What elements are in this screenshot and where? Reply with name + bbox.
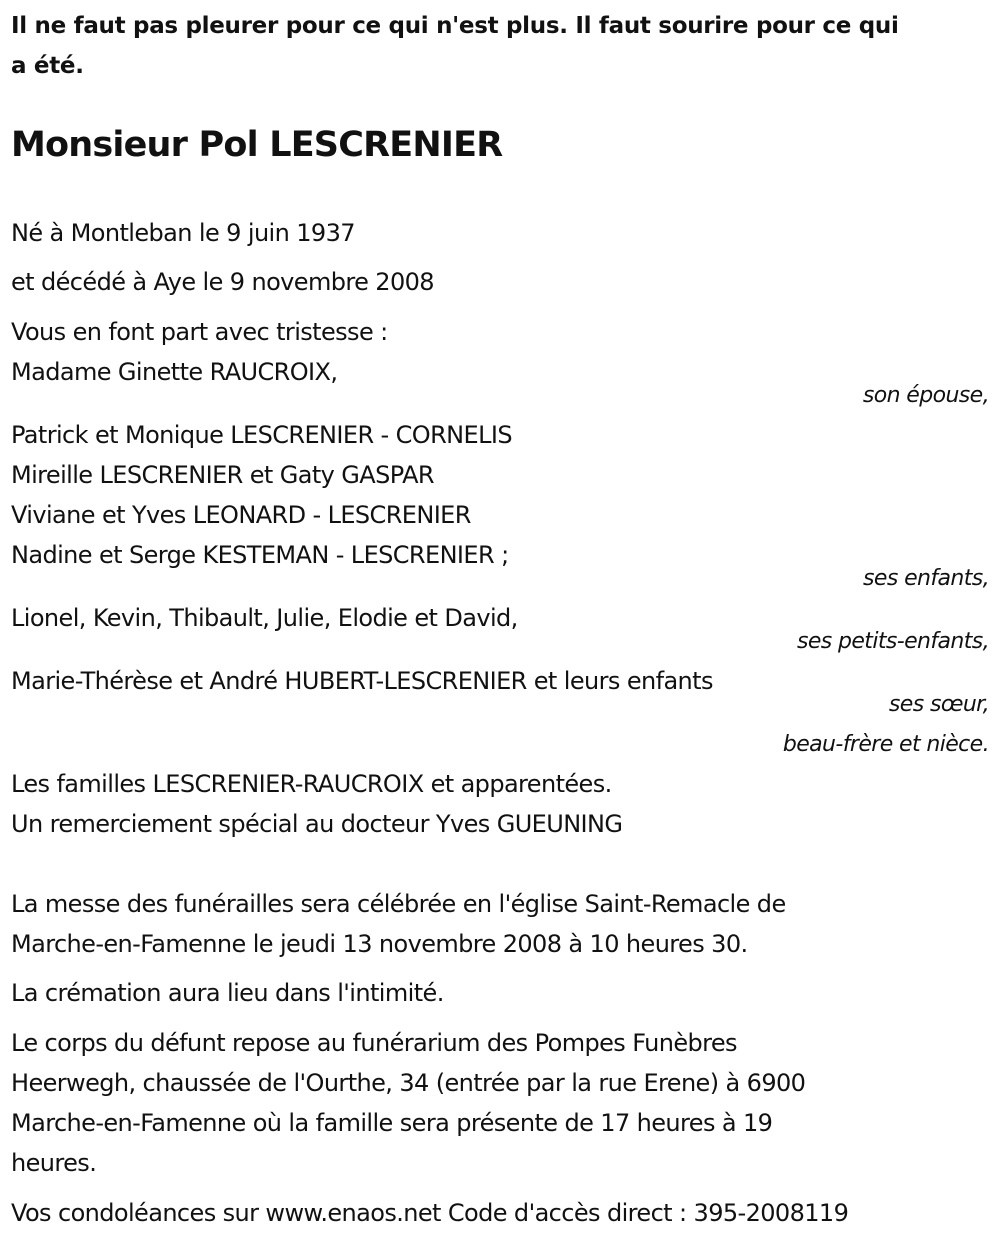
thanks-line: Un remerciement spécial au docteur Yves GUEUNING bbox=[11, 810, 623, 838]
epigraph-quote-line-1: Il ne faut pas pleurer pour ce qui n'est plus. Il faut sourire pour ce qui bbox=[11, 13, 899, 39]
spouse-relation: son épouse, bbox=[862, 383, 989, 408]
grandchildren-relation: ses petits-enfants, bbox=[796, 629, 989, 654]
grandchildren-names: Lionel, Kevin, Thibault, Julie, Elodie et David, bbox=[11, 604, 518, 632]
sibling-relation-line-1: ses sœur, bbox=[888, 692, 989, 717]
families-line: Les familles LESCRENIER-RAUCROIX et apparentées. bbox=[11, 770, 612, 798]
funeral-mass-line-1: La messe des funérailles sera célébrée en l'église Saint-Remacle de bbox=[11, 890, 786, 918]
epigraph-quote-line-2: a été. bbox=[11, 53, 84, 79]
sibling-names: Marie-Thérèse et André HUBERT-LESCRENIER et leurs enfants bbox=[11, 667, 713, 695]
child-name: Viviane et Yves LEONARD - LESCRENIER bbox=[11, 501, 471, 529]
sibling-relation-line-2: beau-frère et nièce. bbox=[782, 732, 989, 757]
cremation-info: La crémation aura lieu dans l'intimité. bbox=[11, 979, 444, 1007]
viewing-info-line-2: Heerwegh, chaussée de l'Ourthe, 34 (entrée par la rue Erene) à 6900 bbox=[11, 1069, 806, 1097]
announcement-line: Vous en font part avec tristesse : bbox=[11, 318, 388, 346]
viewing-info-line-3: Marche-en-Famenne où la famille sera présente de 17 heures à 19 bbox=[11, 1109, 773, 1137]
birth-info: Né à Montleban le 9 juin 1937 bbox=[11, 219, 355, 247]
child-name: Patrick et Monique LESCRENIER - CORNELIS bbox=[11, 421, 512, 449]
viewing-info-line-4: heures. bbox=[11, 1149, 97, 1177]
deceased-name-title: Monsieur Pol LESCRENIER bbox=[11, 125, 503, 165]
child-name: Mireille LESCRENIER et Gaty GASPAR bbox=[11, 461, 434, 489]
spouse-name: Madame Ginette RAUCROIX, bbox=[11, 358, 338, 386]
child-name: Nadine et Serge KESTEMAN - LESCRENIER ; bbox=[11, 541, 509, 569]
viewing-info-line-1: Le corps du défunt repose au funérarium des Pompes Funèbres bbox=[11, 1029, 737, 1057]
condolences-line: Vos condoléances sur www.enaos.net Code d'accès direct : 395-2008119 bbox=[11, 1199, 849, 1227]
children-relation: ses enfants, bbox=[863, 566, 989, 591]
death-info: et décédé à Aye le 9 novembre 2008 bbox=[11, 268, 434, 296]
funeral-mass-line-2: Marche-en-Famenne le jeudi 13 novembre 2008 à 10 heures 30. bbox=[11, 930, 748, 958]
